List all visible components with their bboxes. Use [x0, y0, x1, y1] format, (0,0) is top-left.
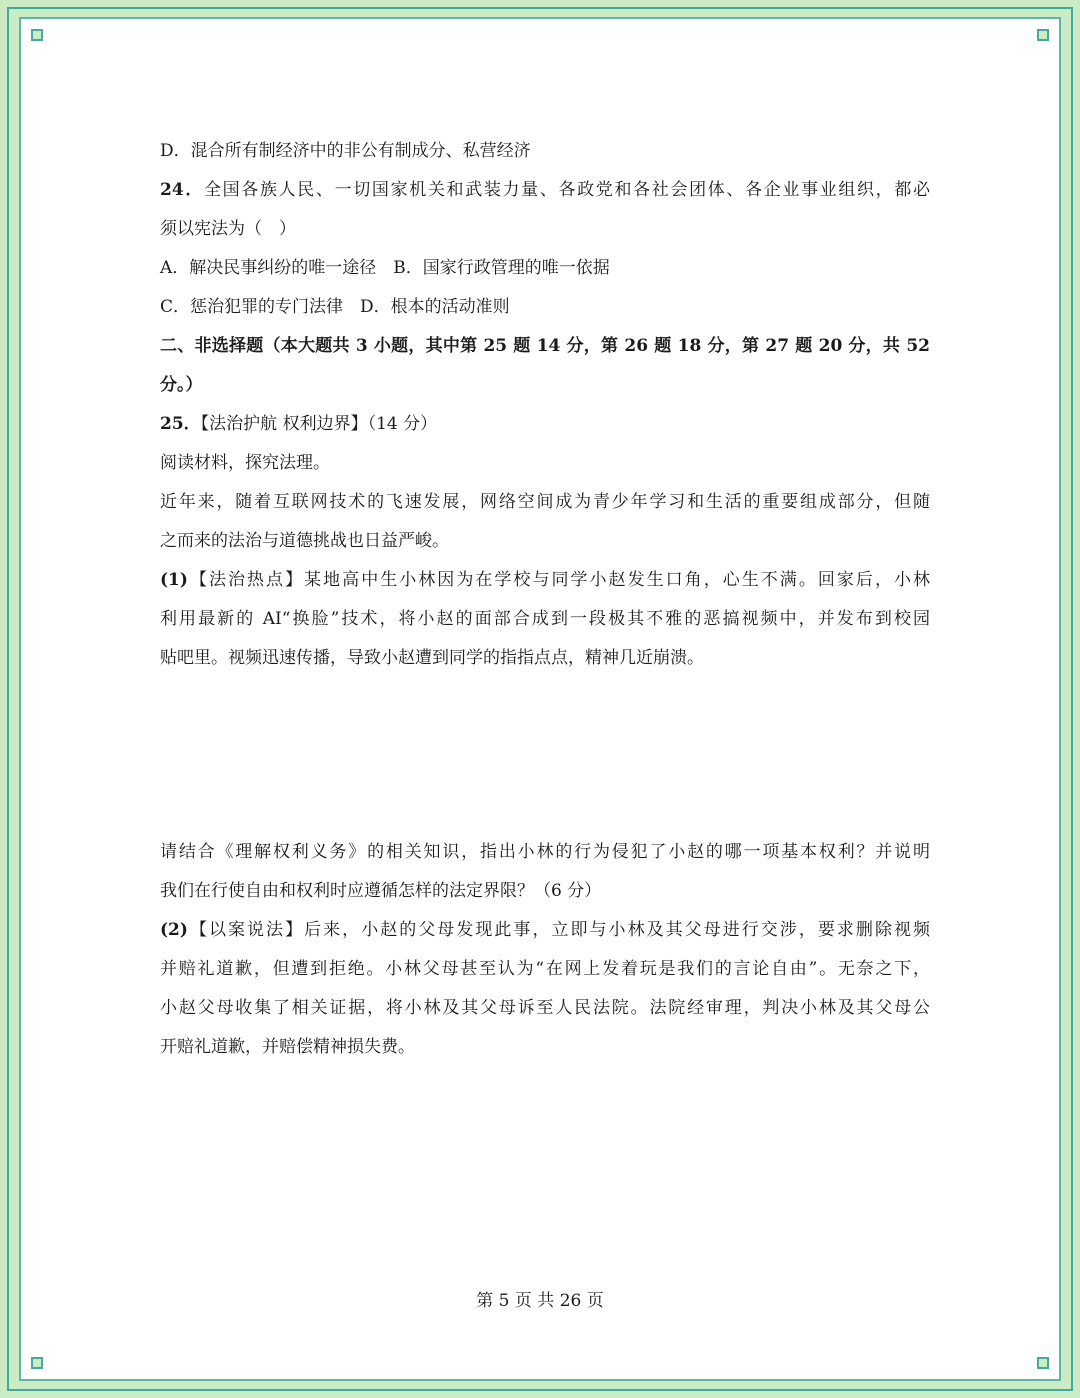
question-25-title — [160, 405, 930, 444]
part-1-text: 贴吧里。视频迅速传播，导致小赵遭到同学的指指点点，精神几近崩溃。 — [160, 648, 704, 668]
page-number: 第 5 页 共 26 页 — [476, 1291, 604, 1311]
frame-corner — [1037, 1357, 1049, 1369]
part-1-text: 利用最新的 AI“换脸”技术，将小赵的面部合成到一段极其不雅的恶搞视频中，并发布到校园 — [160, 609, 930, 629]
part-2 — [160, 911, 930, 950]
part-1 — [160, 561, 930, 600]
question-title: 【法治护航 权利边界】（14 分） — [200, 414, 438, 434]
part-2-text: 小赵父母收集了相关证据，将小林及其父母诉至人民法院。法院经审理，判决小林及其父母公 — [160, 998, 930, 1018]
frame-corner — [31, 1357, 43, 1369]
part-number: (2) — [160, 920, 188, 940]
options-ab: A．解决民事纠纷的唯一途径 B．国家行政管理的唯一依据 — [160, 258, 610, 278]
frame-corner — [1037, 29, 1049, 41]
question-number: 24． — [160, 180, 204, 200]
sub-question: 请结合《理解权利义务》的相关知识，指出小林的行为侵犯了小赵的哪一项基本权利？并说明 — [160, 842, 930, 862]
question-24-cont: 须以宪法为（ ） — [160, 219, 296, 239]
frame-corner — [31, 29, 43, 41]
options-cd: C．惩治犯罪的专门法律 D．根本的活动准则 — [160, 297, 510, 317]
section-heading: 二、非选择题（本大题共 3 小题，其中第 25 题 14 分，第 26 题 18 分，第 27 题 20 分，共 52 — [160, 336, 930, 356]
answer-space — [160, 678, 930, 833]
document-body — [160, 132, 930, 1067]
question-number: 25． — [160, 414, 201, 434]
section-heading-cont: 分。） — [160, 375, 203, 395]
question-24 — [160, 171, 930, 210]
part-number: (1) — [160, 570, 188, 590]
part-text: 【法治热点】某地高中生小林因为在学校与同学小赵发生口角，心生不满。回家后，小林 — [187, 570, 930, 590]
material-text: 之而来的法治与道德挑战也日益严峻。 — [160, 531, 449, 551]
part-2-text: 开赔礼道歉，并赔偿精神损失费。 — [160, 1037, 415, 1057]
instruction: 阅读材料，探究法理。 — [160, 453, 330, 473]
material-text: 近年来，随着互联网技术的飞速发展，网络空间成为青少年学习和生活的重要组成部分，但随 — [160, 492, 930, 512]
part-text: 【以案说法】后来，小赵的父母发现此事，立即与小林及其父母进行交涉，要求删除视频 — [187, 920, 930, 940]
option-d: D．混合所有制经济中的非公有制成分、私营经济 — [160, 141, 531, 161]
sub-question: 我们在行使自由和权利时应遵循怎样的法定界限？（6 分） — [160, 881, 602, 901]
question-text: 全国各族人民、一切国家机关和武装力量、各政党和各社会团体、各企业事业组织，都必 — [203, 180, 930, 200]
part-2-text: 并赔礼道歉，但遭到拒绝。小林父母甚至认为“在网上发着玩是我们的言论自由”。无奈之下， — [160, 959, 930, 979]
